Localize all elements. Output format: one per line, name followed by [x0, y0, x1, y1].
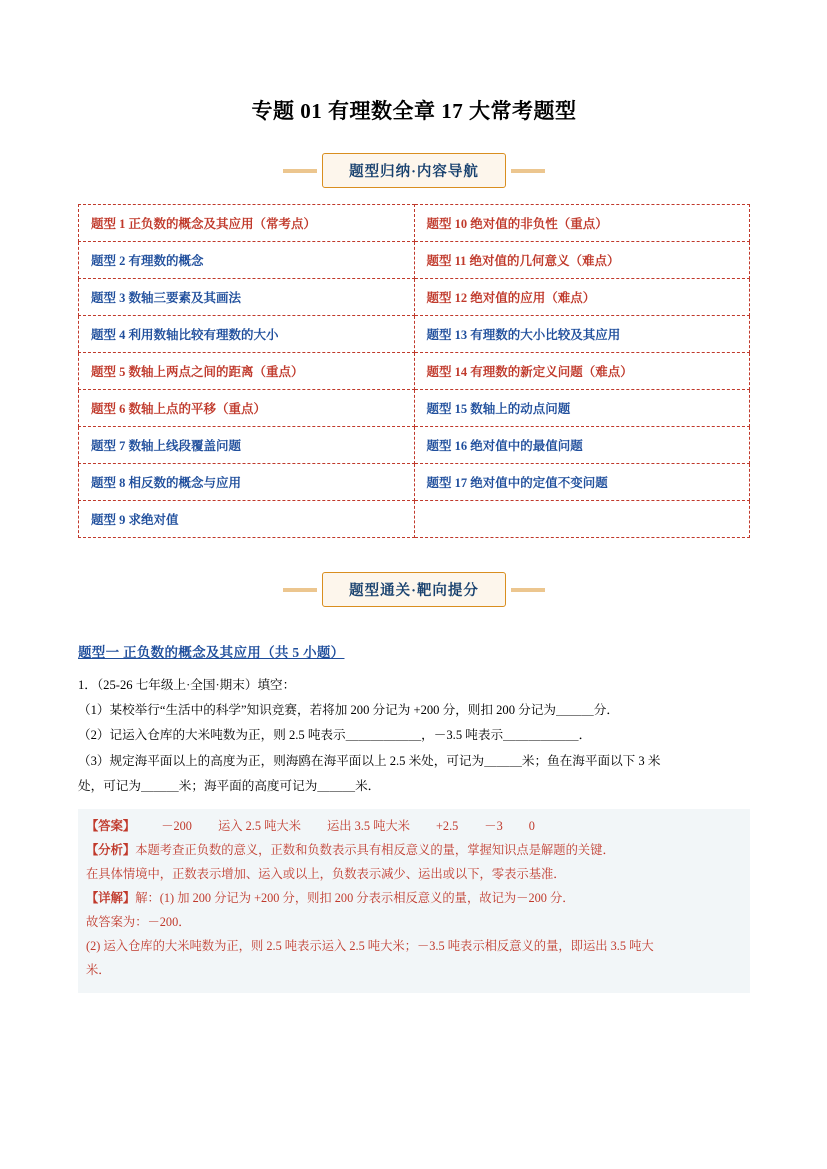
outline-cell-right-4[interactable] [414, 316, 750, 353]
outline-item-label: 题型 6 数轴上点的平移（重点） [91, 401, 267, 416]
detail-line-4: 米． [86, 962, 111, 977]
answer-block [78, 809, 750, 993]
outline-item-label: 题型 12 绝对值的应用（难点） [426, 290, 596, 305]
outline-cell-left-7[interactable] [79, 427, 415, 464]
outline-cell-right-8[interactable] [414, 464, 750, 501]
outline-item-label: 题型 7 数轴上线段覆盖问题 [91, 438, 242, 453]
outline-item-label: 题型 11 绝对值的几何意义（难点） [426, 253, 620, 268]
table-row [79, 353, 750, 390]
outline-cell-left-2[interactable] [79, 242, 415, 279]
banner-navigation: 题型归纳·内容导航 [322, 153, 506, 188]
outline-item-label: 题型 4 利用数轴比较有理数的大小 [91, 327, 279, 342]
answer-line [86, 815, 742, 839]
outline-item-label: 题型 17 绝对值中的定值不变问题 [426, 475, 608, 490]
outline-item-label: 题型 9 求绝对值 [91, 512, 179, 527]
answer-value-2: 运入 2.5 吨大米 [217, 818, 301, 833]
detail-line-2: 故答案为：－200． [86, 914, 191, 929]
detail-label: 【详解】 [86, 890, 136, 905]
table-row [79, 427, 750, 464]
table-row [79, 464, 750, 501]
outline-cell-right-1[interactable] [414, 205, 750, 242]
analysis-text-1: 本题考查正负数的意义，正数和负数表示具有相反意义的量，掌握知识点是解题的关键． [135, 842, 615, 857]
question-type-outline-table [78, 204, 750, 538]
outline-cell-left-1[interactable] [79, 205, 415, 242]
outline-cell-left-6[interactable] [79, 390, 415, 427]
outline-cell-left-8[interactable] [79, 464, 415, 501]
analysis-label: 【分析】 [86, 842, 136, 857]
outline-cell-left-3[interactable] [79, 279, 415, 316]
table-row [79, 205, 750, 242]
banner-practice: 题型通关·靶向提分 [322, 572, 506, 607]
question-item-1: （1）某校举行“生活中的科学”知识竞赛，若将加 200 分记为 +200 分，则扣 200 分记为＿＿＿分． [78, 703, 619, 718]
question-number-line: 1．（25-26 七年级上·全国·期末）填空： [78, 678, 296, 692]
detail-text-1: 解：(1) 加 200 分记为 +200 分，则扣 200 分表示相反意义的量，故记为－200 分． [135, 890, 575, 905]
table-row [79, 390, 750, 427]
page-content [78, 95, 750, 993]
outline-cell-left-9[interactable] [79, 501, 415, 538]
outline-cell-left-4[interactable] [79, 316, 415, 353]
outline-item-label: 题型 14 有理数的新定义问题（难点） [426, 364, 633, 379]
page-title: 专题 01 有理数全章 17 大常考题型 [251, 99, 577, 123]
outline-cell-right-6[interactable] [414, 390, 750, 427]
answer-label: 【答案】 [86, 818, 136, 833]
outline-item-label: 题型 13 有理数的大小比较及其应用 [426, 327, 621, 342]
analysis-line-2: 在具体情境中，正数表示增加、运入或以上，负数表示减少、运出或以下，零表示基准． [86, 866, 566, 881]
outline-item-label: 题型 8 相反数的概念与应用 [91, 475, 242, 490]
table-row [79, 501, 750, 538]
answer-value-4: +2.5 [435, 818, 459, 833]
outline-item-label: 题型 1 正负数的概念及其应用（常考点） [91, 216, 317, 231]
outline-item-label: 题型 10 绝对值的非负性（重点） [426, 216, 608, 231]
analysis-line-1 [86, 839, 742, 863]
banner-navigation-wrap [78, 153, 750, 188]
outline-cell-right-3[interactable] [414, 279, 750, 316]
outline-cell-right-2[interactable] [414, 242, 750, 279]
detail-line-1 [86, 887, 742, 911]
question-item-3: （3）规定海平面以上的高度为正，则海鸥在海平面以上 2.5 米处，可记为＿＿＿米；鱼在海平面以下 3 米 [78, 753, 661, 768]
table-row [79, 279, 750, 316]
banner-practice-wrap [78, 572, 750, 607]
outline-item-label: 题型 5 数轴上两点之间的距离（重点） [91, 364, 304, 379]
outline-item-label: 题型 3 数轴三要素及其画法 [91, 290, 242, 305]
outline-cell-right-5[interactable] [414, 353, 750, 390]
outline-item-label: 题型 16 绝对值中的最值问题 [426, 438, 583, 453]
outline-item-label: 题型 15 数轴上的动点问题 [426, 401, 571, 416]
question-item-2: （2）记运入仓库的大米吨数为正，则 2.5 吨表示＿＿＿＿＿＿，－3.5 吨表示＿＿＿＿＿＿． [78, 728, 592, 743]
answer-value-5: －3 [484, 818, 503, 833]
answer-value-1: －200 [161, 818, 192, 833]
section-heading: 题型一 正负数的概念及其应用（共 5 小题） [78, 645, 345, 660]
question-item-3-cont: 处，可记为＿＿＿米；海平面的高度可记为＿＿＿米． [78, 778, 381, 793]
answer-value-3: 运出 3.5 吨大米 [326, 818, 410, 833]
outline-cell-right-9 [414, 501, 750, 538]
table-row [79, 242, 750, 279]
answer-value-6: 0 [528, 818, 535, 833]
outline-item-label: 题型 2 有理数的概念 [91, 253, 204, 268]
outline-cell-left-5[interactable] [79, 353, 415, 390]
outline-cell-right-7[interactable] [414, 427, 750, 464]
table-row [79, 316, 750, 353]
detail-line-3: (2) 运入仓库的大米吨数为正，则 2.5 吨表示运入 2.5 吨大米；－3.5 吨表示相反意义的量，即运出 3.5 吨大 [86, 938, 654, 953]
